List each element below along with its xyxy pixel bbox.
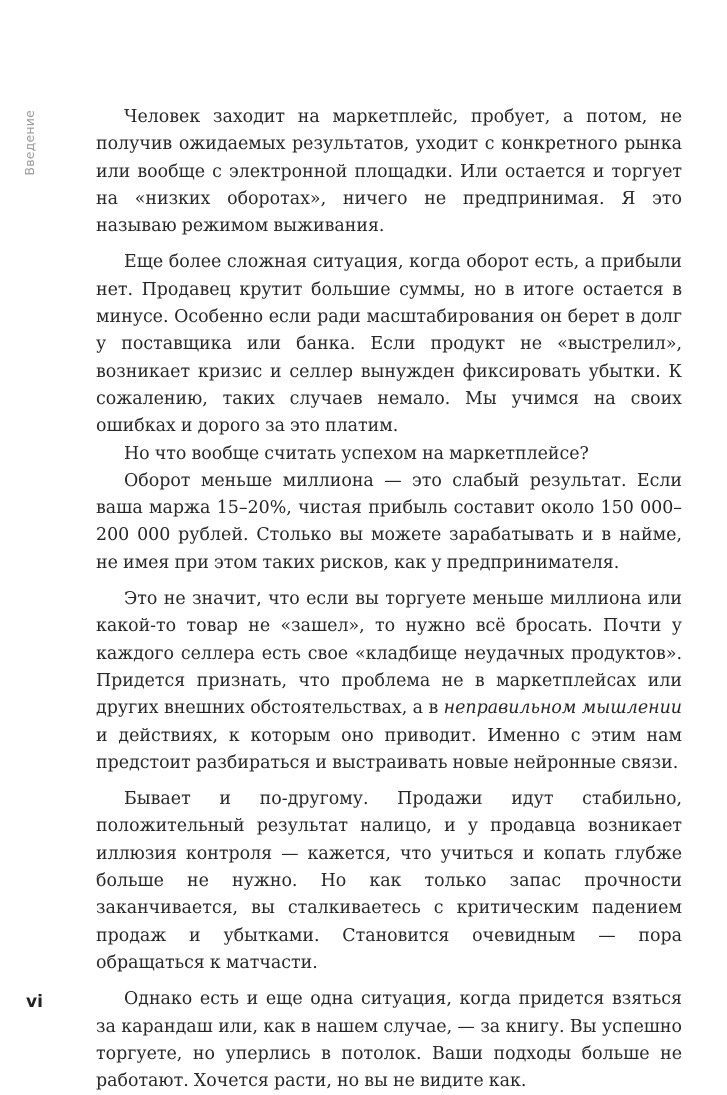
paragraph-7: Однако есть и еще одна ситуация, когда придется взяться за карандаш или, как в нашем случае, — за книгу. Вы успешно торгуете, но уперлись в потолок. Ваши подходы больше не работают. Хочется расти, но вы не видите как. [96,989,682,1092]
paragraph-4: Оборот меньше миллиона — это слабый результат. Если ваша маржа 15–20%, чистая прибыль составит около 150 000–200 000 рублей. Столько вы можете зарабатывать и в найме, не имея при этом таких рисков, как у предпринимателя. [96,470,682,573]
body-text [96,104,682,1095]
paragraph-1: Человек заходит на маркетплейс, пробует, а потом, не получив ожидаемых результатов, уходит с конкретного рынка или вообще с электронной площадки. Или остается и торгует на «низких оборотах», ничего не предпринимая. Я это называю режимом выживания. [96,107,682,237]
paragraph-3: Но что вообще считать успехом на маркетплейсе? [124,443,589,464]
page-number: vi [26,992,43,1012]
paragraph-6: Бывает и по-другому. Продажи идут стабильно, положительный результат налицо, и у продавца возникает иллюзия контроля — кажется, что учиться и копать глубже больше не нужно. Но как только запас прочности заканчивается, вы сталкиваетесь с критическим падением продаж и убытками. Становится очевидным — пора обращаться к матчасти. [96,789,682,973]
paragraph-5 [96,586,682,777]
emphasized-phrase: неправильном мышлении [443,698,682,719]
running-head: Введение [22,110,37,176]
paragraph-2: Еще более сложная ситуация, когда оборот есть, а прибыли нет. Продавец крутит большие суммы, но в итоге остается в минусе. Особенно если ради масштабирования он берет в долг у поставщика или банка. Если продукт не «выстрелил», возникает кризис и селлер вынужден фиксировать убытки. К сожалению, таких случаев немало. Мы учимся на своих ошибках и дорого за это платим. [96,252,682,437]
paragraph-5-start: Это не значит, что если вы торгуете меньше миллиона или какой-то товар не «зашел», то нужно всё бросать. Почти у каждого селлера есть свое «кладбище неудачных продуктов». Придется признать, что проблема не в маркетплейсах или других внешних обстоятельствах, а в [96,589,682,719]
paragraph-5-end: и действиях, к которым оно приводит. Именно с этим нам предстоит разбираться и выстраивать новые нейронные связи. [96,725,682,773]
